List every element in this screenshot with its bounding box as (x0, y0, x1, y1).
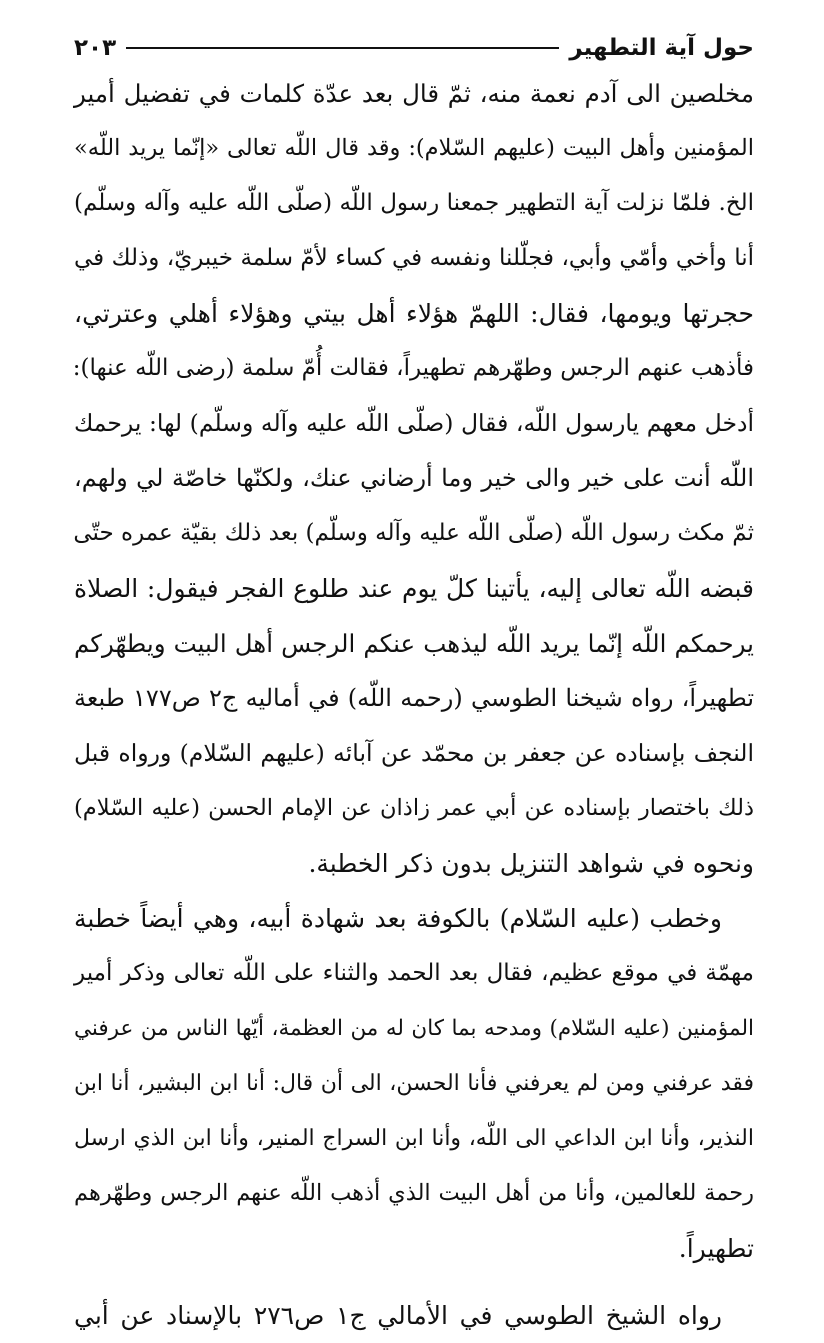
text-line: رحمة للعالمين، وأنا من أهل البيت الذي أذهب اللّه عنهم الرجس وطهّرهم (74, 1180, 754, 1206)
text-line: تطهيراً، رواه شيخنا الطوسي (رحمه اللّه) في أماليه ج٢ ص١٧٧ طبعة (74, 684, 754, 712)
text-line: مهمّة في موقع عظيم، فقال بعد الحمد والثناء على اللّه تعالى وذكر أمير (74, 960, 754, 986)
paragraph (74, 891, 754, 1276)
paragraph-gap (74, 1276, 754, 1288)
text-line: حجرتها ويومها، فقال: اللهمّ هؤلاء أهل بيتي وهؤلاء أهلي وعترتي، (74, 299, 754, 328)
text-line: المؤمنين (عليه السّلام) ومدحه بما كان له من العظمة، أيّها الناس من عرفني (74, 1016, 754, 1041)
text-line: مخلصين الى آدم نعمة منه، ثمّ قال بعد عدّة كلمات في تفضيل أمير (74, 79, 754, 108)
chapter-title: حول آية التطهير (569, 35, 754, 61)
paragraph (74, 1288, 754, 1343)
text-line: ثمّ مكث رسول اللّه (صلّى اللّه عليه وآله وسلّم) بعد ذلك بقيّة عمره حتّى (73, 520, 754, 546)
text-line: الخ. فلمّا نزلت آية التطهير جمعنا رسول اللّه (صلّى اللّه عليه وآله وسلّم) (74, 190, 754, 216)
text-line: النجف بإسناده عن جعفر بن محمّد عن آبائه (عليهم السّلام) ورواه قبل (74, 739, 754, 767)
page-number: ٢٠٣ (74, 35, 117, 61)
text-line: أنا وأخي وأمّي وأبي، فجلّلنا ونفسه في كساء لأمّ سلمة خيبريّ، وذلك في (74, 245, 754, 271)
text-line: وخطب (عليه السّلام) بالكوفة بعد شهادة أبيه، وهي أيضاً خطبة (74, 904, 722, 933)
paragraph (74, 66, 754, 891)
text-line: المؤمنين وأهل البيت (عليهم السّلام): وقد قال اللّه تعالى «إنّما يريد اللّه» (74, 135, 754, 161)
text-line: فأذهب عنهم الرجس وطهّرهم تطهيراً، فقالت أُمّ سلمة (رضى اللّه عنها): (72, 355, 754, 381)
text-line: النذير، وأنا ابن الداعي الى اللّه، وأنا ابن السراج المنير، وأنا ابن الذي ارسل (74, 1126, 754, 1151)
text-line: قبضه اللّه تعالى إليه، يأتينا كلّ يوم عند طلوع الفجر فيقول: الصلاة (74, 574, 754, 603)
text-line: رواه الشيخ الطوسي في الأمالي ج١ ص٢٧٦ بالإسناد عن أبي (74, 1301, 723, 1330)
text-line: اللّه أنت على خير والى خير وما أرضاني عنك، ولكنّها خاصّة لي ولهم، (74, 464, 754, 492)
text-line: ونحوه في شواهد التنزيل بدون ذكر الخطبة. (308, 849, 754, 878)
running-header (74, 28, 754, 68)
text-line: يرحمكم اللّه إنّما يريد اللّه ليذهب عنكم الرجس أهل البيت ويطهّركم (74, 629, 754, 658)
body-text (74, 66, 754, 1343)
text-line: تطهيراً. (678, 1234, 754, 1263)
text-line: ذلك باختصار بإسناده عن أبي عمر زاذان عن الإمام الحسن (عليه السّلام) (74, 795, 754, 821)
header-rule (126, 47, 559, 49)
text-line: أدخل معهم يارسول اللّه، فقال (صلّى اللّه عليه وآله وسلّم) لها: يرحمك (74, 409, 754, 437)
text-line: فقد عرفني ومن لم يعرفني فأنا الحسن، الى أن قال: أنا ابن البشير، أنا ابن (74, 1071, 754, 1096)
